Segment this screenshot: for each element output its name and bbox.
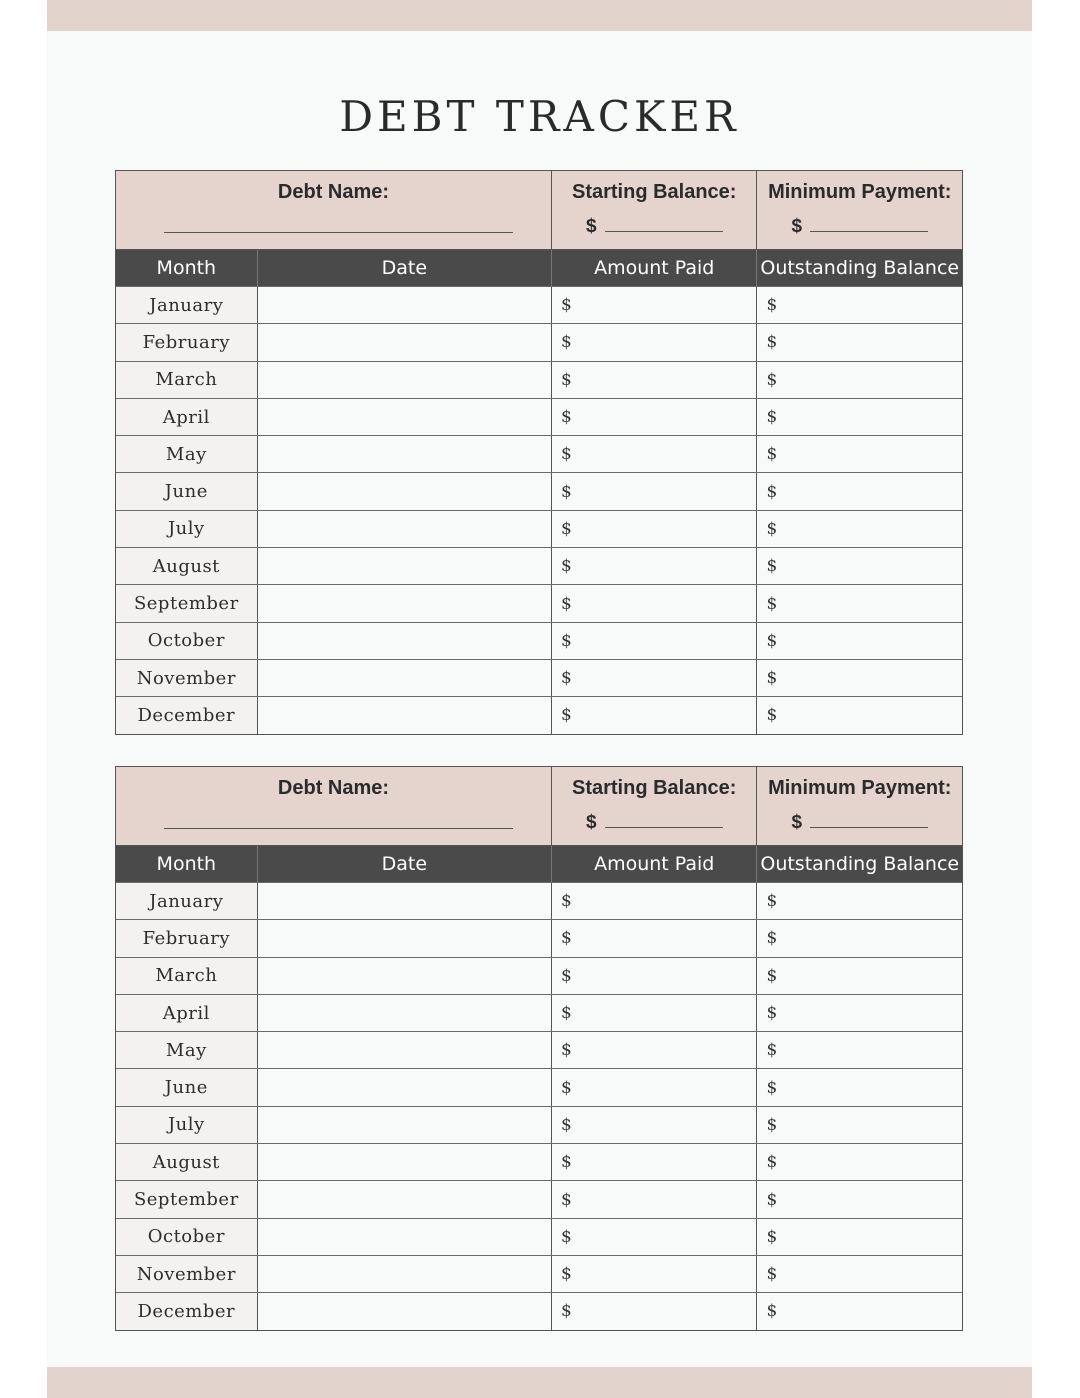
starting-balance-cell bbox=[551, 767, 757, 845]
amount-paid-cell[interactable]: $ bbox=[551, 1219, 757, 1255]
month-cell: July bbox=[116, 1107, 257, 1143]
column-header-row bbox=[116, 846, 962, 882]
minimum-payment-blank-line[interactable] bbox=[810, 219, 928, 232]
amount-paid-column-header: Amount Paid bbox=[551, 846, 757, 882]
amount-paid-column-header: Amount Paid bbox=[551, 250, 757, 286]
table-row bbox=[116, 957, 962, 994]
month-cell: February bbox=[116, 920, 257, 956]
month-cell: November bbox=[116, 1256, 257, 1292]
month-cell: August bbox=[116, 1144, 257, 1180]
date-cell[interactable] bbox=[257, 1256, 551, 1292]
starting-balance-label: Starting Balance: bbox=[571, 777, 737, 799]
table-row bbox=[116, 1180, 962, 1217]
date-cell[interactable] bbox=[257, 362, 551, 398]
table-row bbox=[116, 919, 962, 956]
date-cell[interactable] bbox=[257, 995, 551, 1031]
currency-symbol: $ bbox=[585, 812, 597, 833]
debt-name-label: Debt Name: bbox=[277, 777, 390, 799]
amount-paid-cell[interactable]: $ bbox=[551, 362, 757, 398]
column-header-row bbox=[116, 250, 962, 286]
amount-paid-cell[interactable]: $ bbox=[551, 697, 757, 733]
date-cell[interactable] bbox=[257, 1032, 551, 1068]
starting-balance-field[interactable] bbox=[586, 216, 723, 238]
outstanding-balance-cell[interactable]: $ bbox=[756, 1181, 962, 1217]
amount-paid-cell[interactable]: $ bbox=[551, 473, 757, 509]
currency-symbol: $ bbox=[791, 812, 803, 833]
outstanding-balance-cell[interactable]: $ bbox=[756, 697, 962, 733]
date-cell[interactable] bbox=[257, 585, 551, 621]
outstanding-balance-cell[interactable]: $ bbox=[756, 436, 962, 472]
tracker-header bbox=[116, 171, 962, 250]
month-cell: January bbox=[116, 883, 257, 919]
table-row bbox=[116, 510, 962, 547]
month-cell: June bbox=[116, 473, 257, 509]
month-cell: January bbox=[116, 287, 257, 323]
month-cell: October bbox=[116, 623, 257, 659]
table-row bbox=[116, 622, 962, 659]
month-cell: August bbox=[116, 548, 257, 584]
tracker-header bbox=[116, 767, 962, 846]
date-cell[interactable] bbox=[257, 920, 551, 956]
outstanding-balance-cell[interactable]: $ bbox=[756, 660, 962, 696]
month-cell: April bbox=[116, 995, 257, 1031]
starting-balance-blank-line[interactable] bbox=[605, 815, 723, 828]
date-cell[interactable] bbox=[257, 324, 551, 360]
planner-page bbox=[47, 0, 1032, 1398]
outstanding-balance-cell[interactable]: $ bbox=[756, 1293, 962, 1329]
outstanding-balance-cell[interactable]: $ bbox=[756, 548, 962, 584]
month-cell: September bbox=[116, 1181, 257, 1217]
minimum-payment-cell bbox=[756, 767, 962, 845]
date-cell[interactable] bbox=[257, 436, 551, 472]
outstanding-balance-cell[interactable]: $ bbox=[756, 623, 962, 659]
table-row bbox=[116, 1068, 962, 1105]
page-title: DEBT TRACKER bbox=[339, 92, 740, 141]
table-row bbox=[116, 994, 962, 1031]
outstanding-balance-column-header: Outstanding Balance bbox=[756, 250, 962, 286]
outstanding-balance-cell[interactable]: $ bbox=[756, 1032, 962, 1068]
minimum-payment-label: Minimum Payment: bbox=[768, 777, 952, 799]
amount-paid-cell[interactable]: $ bbox=[551, 1293, 757, 1329]
date-cell[interactable] bbox=[257, 473, 551, 509]
amount-paid-cell[interactable]: $ bbox=[551, 548, 757, 584]
amount-paid-cell[interactable]: $ bbox=[551, 660, 757, 696]
outstanding-balance-cell[interactable]: $ bbox=[756, 473, 962, 509]
starting-balance-cell bbox=[551, 171, 757, 249]
amount-paid-cell[interactable]: $ bbox=[551, 1107, 757, 1143]
date-cell[interactable] bbox=[257, 399, 551, 435]
date-cell[interactable] bbox=[257, 958, 551, 994]
table-row bbox=[116, 398, 962, 435]
outstanding-balance-cell[interactable]: $ bbox=[756, 585, 962, 621]
month-cell: March bbox=[116, 362, 257, 398]
month-column-header: Month bbox=[156, 257, 217, 279]
minimum-payment-label: Minimum Payment: bbox=[768, 181, 952, 203]
debt-tracker-table-2 bbox=[115, 766, 963, 1331]
date-cell[interactable] bbox=[257, 287, 551, 323]
table-row bbox=[116, 361, 962, 398]
date-cell[interactable] bbox=[257, 1144, 551, 1180]
outstanding-balance-cell[interactable]: $ bbox=[756, 362, 962, 398]
amount-paid-cell[interactable]: $ bbox=[551, 287, 757, 323]
starting-balance-label: Starting Balance: bbox=[571, 181, 737, 203]
amount-paid-cell[interactable]: $ bbox=[551, 995, 757, 1031]
table-row bbox=[116, 547, 962, 584]
starting-balance-field[interactable] bbox=[586, 812, 723, 834]
month-cell: December bbox=[116, 1293, 257, 1329]
month-cell: June bbox=[116, 1069, 257, 1105]
debt-tracker-table-1 bbox=[115, 170, 963, 735]
amount-paid-cell[interactable]: $ bbox=[551, 1181, 757, 1217]
date-column-header: Date bbox=[257, 250, 551, 286]
outstanding-balance-cell[interactable]: $ bbox=[756, 1107, 962, 1143]
outstanding-balance-cell[interactable]: $ bbox=[756, 920, 962, 956]
date-cell[interactable] bbox=[257, 1293, 551, 1329]
outstanding-balance-cell[interactable]: $ bbox=[756, 324, 962, 360]
table-row bbox=[116, 323, 962, 360]
amount-paid-cell[interactable]: $ bbox=[551, 1256, 757, 1292]
date-cell[interactable] bbox=[257, 1219, 551, 1255]
table-row bbox=[116, 659, 962, 696]
month-column-header: Month bbox=[156, 853, 217, 875]
table-row bbox=[116, 472, 962, 509]
amount-paid-cell[interactable]: $ bbox=[551, 1032, 757, 1068]
month-cell: April bbox=[116, 399, 257, 435]
amount-paid-cell[interactable]: $ bbox=[551, 399, 757, 435]
date-cell[interactable] bbox=[257, 697, 551, 733]
table-row bbox=[116, 1143, 962, 1180]
date-cell[interactable] bbox=[257, 1069, 551, 1105]
minimum-payment-field[interactable] bbox=[791, 216, 928, 238]
month-cell: November bbox=[116, 660, 257, 696]
outstanding-balance-cell[interactable]: $ bbox=[756, 883, 962, 919]
month-cell: March bbox=[116, 958, 257, 994]
amount-paid-cell[interactable]: $ bbox=[551, 1069, 757, 1105]
month-cell: February bbox=[116, 324, 257, 360]
outstanding-balance-column-header: Outstanding Balance bbox=[756, 846, 962, 882]
table-row bbox=[116, 435, 962, 472]
table-row bbox=[116, 696, 962, 733]
outstanding-balance-cell[interactable]: $ bbox=[756, 1144, 962, 1180]
month-cell: September bbox=[116, 585, 257, 621]
month-cell: May bbox=[116, 1032, 257, 1068]
minimum-payment-blank-line[interactable] bbox=[810, 815, 928, 828]
outstanding-balance-cell[interactable]: $ bbox=[756, 1256, 962, 1292]
outstanding-balance-cell[interactable]: $ bbox=[756, 958, 962, 994]
month-cell: May bbox=[116, 436, 257, 472]
date-cell[interactable] bbox=[257, 548, 551, 584]
currency-symbol: $ bbox=[585, 216, 597, 237]
outstanding-balance-cell[interactable]: $ bbox=[756, 1069, 962, 1105]
outstanding-balance-cell[interactable]: $ bbox=[756, 511, 962, 547]
amount-paid-cell[interactable]: $ bbox=[551, 436, 757, 472]
date-cell[interactable] bbox=[257, 511, 551, 547]
table-row bbox=[116, 1031, 962, 1068]
amount-paid-cell[interactable]: $ bbox=[551, 324, 757, 360]
debt-name-cell bbox=[116, 767, 551, 845]
currency-symbol: $ bbox=[791, 216, 803, 237]
amount-paid-cell[interactable]: $ bbox=[551, 1144, 757, 1180]
debt-name-cell bbox=[116, 171, 551, 249]
date-cell[interactable] bbox=[257, 623, 551, 659]
outstanding-balance-cell[interactable]: $ bbox=[756, 399, 962, 435]
table-row bbox=[116, 1255, 962, 1292]
table-row bbox=[116, 1292, 962, 1329]
starting-balance-blank-line[interactable] bbox=[605, 219, 723, 232]
month-cell: July bbox=[116, 511, 257, 547]
table-row bbox=[116, 286, 962, 323]
debt-name-label: Debt Name: bbox=[277, 181, 390, 203]
amount-paid-cell[interactable]: $ bbox=[551, 623, 757, 659]
amount-paid-cell[interactable]: $ bbox=[551, 958, 757, 994]
minimum-payment-cell bbox=[756, 171, 962, 249]
table-row bbox=[116, 584, 962, 621]
amount-paid-cell[interactable]: $ bbox=[551, 511, 757, 547]
month-cell: December bbox=[116, 697, 257, 733]
amount-paid-cell[interactable]: $ bbox=[551, 920, 757, 956]
table-row bbox=[116, 882, 962, 919]
month-cell: October bbox=[116, 1219, 257, 1255]
debt-name-field[interactable] bbox=[164, 828, 513, 829]
outstanding-balance-cell[interactable]: $ bbox=[756, 995, 962, 1031]
table-row bbox=[116, 1218, 962, 1255]
date-cell[interactable] bbox=[257, 660, 551, 696]
date-cell[interactable] bbox=[257, 883, 551, 919]
minimum-payment-field[interactable] bbox=[791, 812, 928, 834]
top-decorative-band bbox=[47, 0, 1032, 31]
amount-paid-cell[interactable]: $ bbox=[551, 883, 757, 919]
date-cell[interactable] bbox=[257, 1107, 551, 1143]
table-row bbox=[116, 1106, 962, 1143]
date-cell[interactable] bbox=[257, 1181, 551, 1217]
date-column-header: Date bbox=[257, 846, 551, 882]
amount-paid-cell[interactable]: $ bbox=[551, 585, 757, 621]
debt-name-field[interactable] bbox=[164, 232, 513, 233]
outstanding-balance-cell[interactable]: $ bbox=[756, 287, 962, 323]
bottom-decorative-band bbox=[47, 1367, 1032, 1398]
outstanding-balance-cell[interactable]: $ bbox=[756, 1219, 962, 1255]
